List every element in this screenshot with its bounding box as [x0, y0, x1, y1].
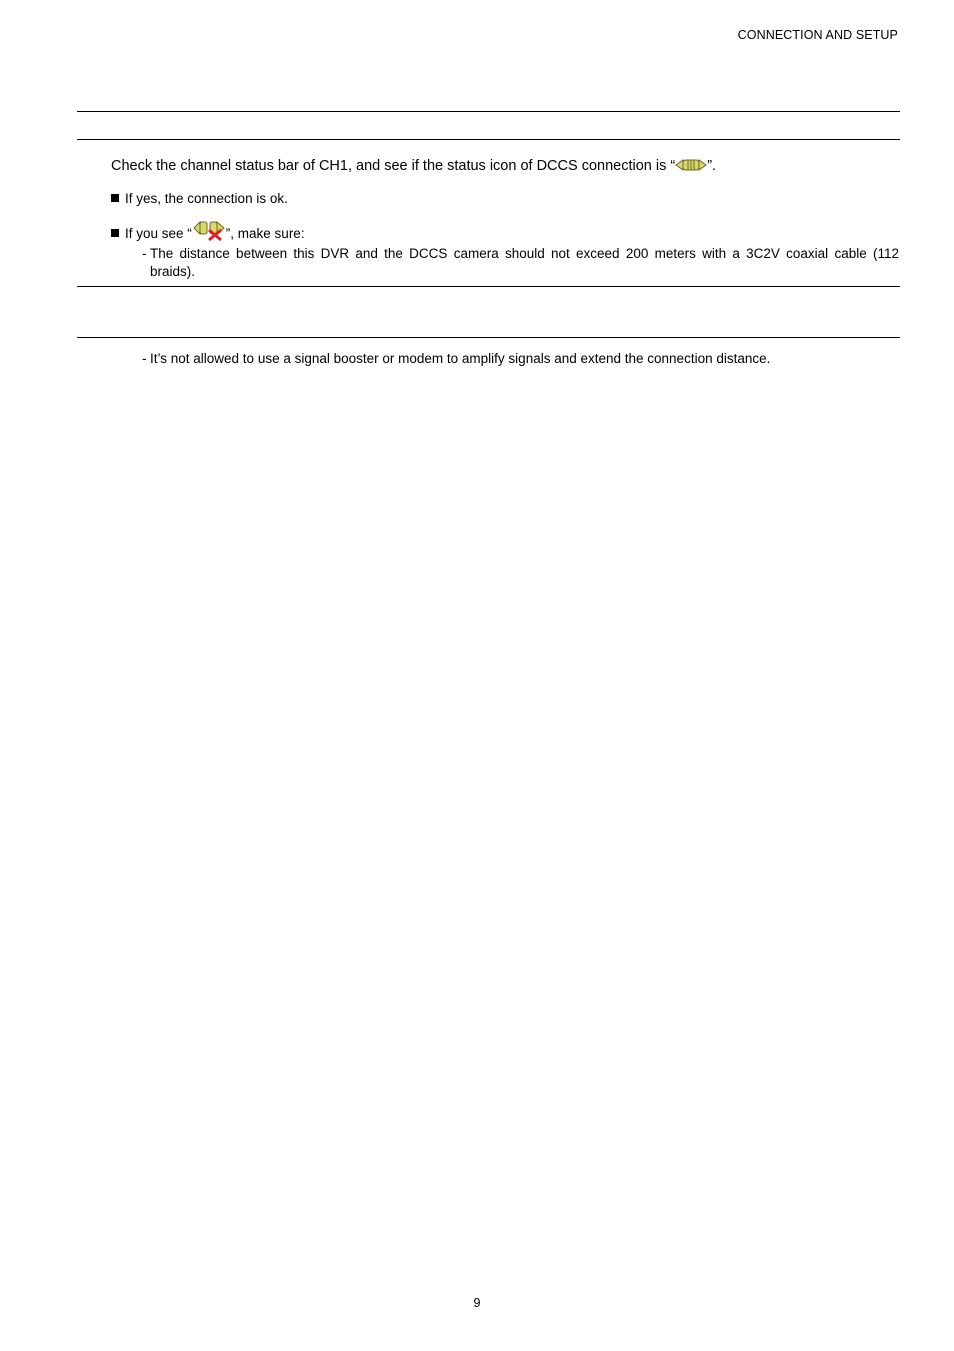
divider-mid-2 [77, 337, 900, 338]
divider-top-2 [77, 139, 900, 140]
bullet-see-text-before: If you see “ [125, 226, 192, 241]
page-number: 9 [473, 1296, 481, 1310]
check-booster-text: It’s not allowed to use a signal booster or modem to amplify signals and extend the connection distance. [150, 351, 771, 366]
dash-marker: - [142, 351, 147, 366]
intro-text-before: Check the channel status bar of CH1, and see if the status icon of DCCS connection is “ [111, 158, 676, 174]
intro-paragraph [111, 157, 716, 178]
section-title: CONNECTION AND SETUP [737, 28, 898, 42]
check-item-distance [142, 245, 899, 281]
intro-text-after: ”. [707, 158, 717, 174]
bullet-item-yes [111, 190, 288, 208]
dash-marker: - [142, 246, 147, 261]
square-bullet-icon [111, 229, 119, 237]
check-item-booster [142, 350, 899, 368]
divider-mid-1 [77, 286, 900, 287]
dccs-connected-icon [675, 157, 707, 178]
divider-top-1 [77, 111, 900, 112]
dccs-disconnected-icon [192, 219, 226, 246]
bullet-item-see [111, 219, 305, 246]
bullet-see-text-after: ”, make sure: [225, 226, 305, 241]
bullet-yes-text: If yes, the connection is ok. [125, 191, 288, 206]
square-bullet-icon [111, 194, 119, 202]
check-distance-text: The distance between this DVR and the DCCS camera should not exceed 200 meters with a 3C2V coaxial cable (112 braids). [150, 246, 899, 279]
